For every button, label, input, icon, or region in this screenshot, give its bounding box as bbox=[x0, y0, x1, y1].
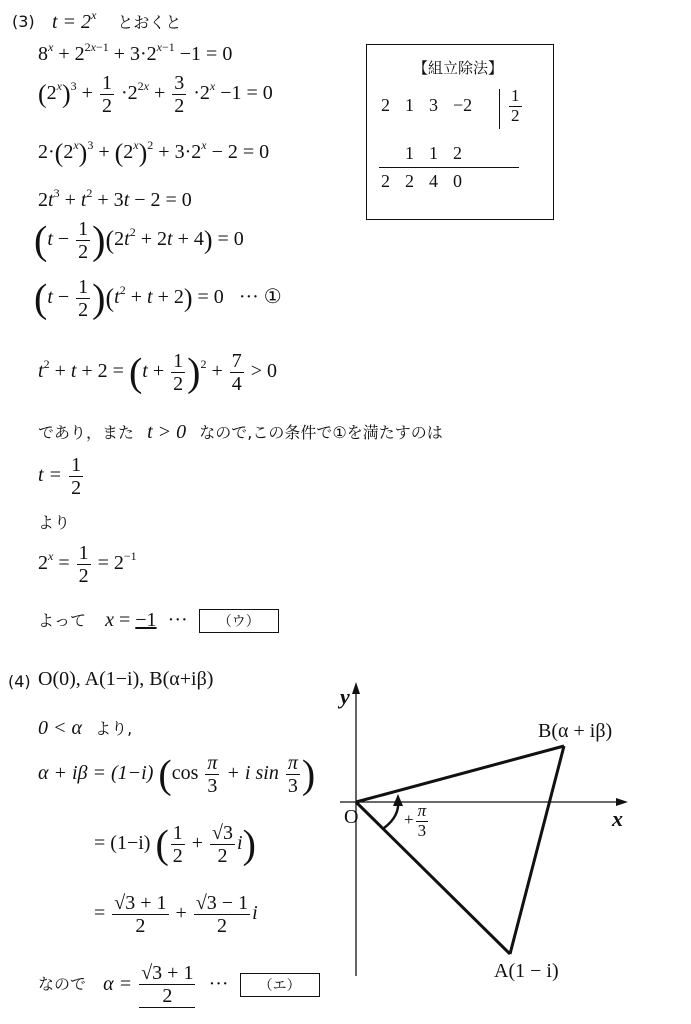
points-definition: O(0), A(1−i), B(α+iβ) bbox=[38, 668, 214, 690]
rotation-line-1: α + iβ = (1−i) (cos $\frac{\pi}{3}$ + i sin $\frac{\pi}{3}$ ) bbox=[38, 751, 316, 797]
alpha-result: なので α = $\frac{√3 + 1}{2}$ ··· （エ） bbox=[38, 962, 320, 1008]
rotation-line-2: = (1−i) ( $\frac{1}{2}$ + $\frac{√3}{2}$ i) bbox=[94, 821, 256, 867]
x-axis-arrow bbox=[616, 798, 628, 806]
yori-text: より bbox=[38, 513, 71, 532]
y-axis-arrow bbox=[352, 682, 360, 694]
answer-box-u: （ウ） bbox=[199, 609, 279, 633]
division-row-2: 1 1 2 bbox=[405, 143, 462, 163]
segment-ob bbox=[356, 746, 564, 802]
division-row-3: 2 2 4 0 bbox=[381, 171, 462, 191]
synthetic-division-box bbox=[366, 44, 554, 220]
power-equation: $2^x$ = $\frac{1}{2}$ = $2^{-1}$ bbox=[38, 542, 137, 587]
condition-sentence: であり，また t > 0 なので,この条件で①を満たすのは bbox=[38, 421, 443, 443]
angle-arc-arrow bbox=[393, 794, 403, 806]
part3-number: (3) bbox=[12, 12, 35, 31]
angle-label: + $\frac{\pi}{3}$ bbox=[404, 801, 427, 840]
t-value: t = $\frac{1}{2}$ bbox=[38, 454, 82, 499]
division-row-1: 2 1 3 −2 bbox=[381, 95, 473, 115]
division-divisor: $\frac{1}{2}$ bbox=[511, 86, 520, 125]
point-a-label: A(1 − i) bbox=[494, 960, 559, 982]
alpha-condition: 0 < α より, bbox=[38, 717, 133, 739]
rotation-line-3: = $\frac{√3 + 1}{2}$ + $\frac{√3 - 1}{2}$ i bbox=[94, 892, 258, 937]
equation-line-3: $2\cdot(2^x)^3 + (2^x)^2 + 3\cdot 2^x - 2 = 0$ bbox=[38, 138, 270, 168]
point-b-label: B(α + iβ) bbox=[538, 720, 613, 742]
equation-line-6: (t − $\frac{1}{2}$ )$(t^2 + t + 2) = 0$ ··· ① bbox=[34, 275, 282, 321]
part4-number: (4) bbox=[8, 672, 31, 691]
equation-line-2: $(2^x)^3$ + $\frac{1}{2}$ $\cdot 2^{2x}$ + $\frac{3}{2}$ $\cdot 2^x -1 = 0$ bbox=[38, 72, 273, 117]
segment-oa bbox=[356, 802, 510, 954]
result-line-3: よって x = −1 ··· （ウ） bbox=[38, 608, 279, 633]
equation-line-5: (t − $\frac{1}{2}$ )$(2t^2 + 2t + 4) = 0$ bbox=[34, 217, 244, 263]
equation-line-1: $8^x + 2^{2x-1} + 3\cdot 2^{x-1} -1 = 0$ bbox=[38, 40, 233, 65]
y-axis-label: y bbox=[340, 684, 350, 709]
equation-line-4: $2t^3 + t^2 + 3t - 2 = 0$ bbox=[38, 186, 192, 211]
part3-intro: $t = 2^x$ とおくと bbox=[52, 8, 182, 33]
division-title: 【組立除法】 bbox=[413, 59, 504, 77]
answer-box-e: （エ） bbox=[240, 973, 320, 997]
origin-label: O bbox=[344, 806, 359, 828]
x-axis-label: x bbox=[612, 806, 623, 831]
segment-ab bbox=[510, 746, 564, 954]
equation-line-7: $t^2 + t + 2 = (t$ + $\frac{1}{2}$ )$^2$ + $\frac{7}{4}$ > 0 bbox=[38, 349, 278, 395]
